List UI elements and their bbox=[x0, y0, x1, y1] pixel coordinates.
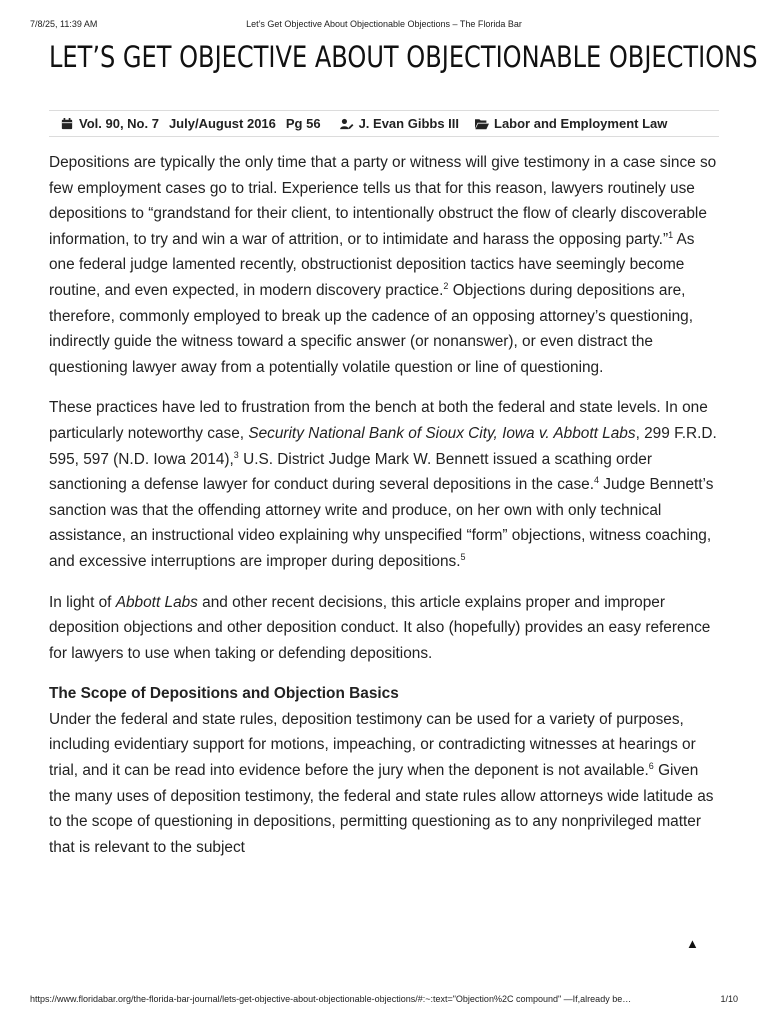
back-to-top-arrow-icon[interactable]: ▲ bbox=[686, 936, 699, 951]
paragraph: Depositions are typically the only time that a party or witness will give testimony in a case since so few employment cases go to trial. Experience tells us that for this reason, lawyers routinely use depositions to “grandstand for their client, to intentionally obstruct the flow of clearly discoverable information, to try and win a war of attrition, or to intimidate and harass the opposing party.”$^1$ As one federal judge lamented recently, obstructionist deposition tactics have seemingly become routine, and even expected, in modern discovery practice.$^2$ Objections during depositions are, therefore, commonly employed to break up the cadence of an opposing attorney’s questioning, indirectly guide the witness toward a specific answer (or nonanswer), or even distract the questioning lawyer away from a potentially volatile question or line of questioning. bbox=[49, 154, 717, 376]
case-citation-short: Abbott Labs bbox=[115, 593, 198, 611]
calendar-icon bbox=[60, 118, 74, 130]
issue-volume: Vol. 90, No. 7 bbox=[79, 116, 159, 131]
case-citation: Security National Bank of Sioux City, Iowa v. Abbott Labs bbox=[248, 424, 636, 442]
print-page-number: 1/10 bbox=[720, 994, 738, 1004]
category-link[interactable] bbox=[475, 116, 667, 131]
issue-page: Pg 56 bbox=[285, 116, 321, 131]
paragraph: Under the federal and state rules, deposition testimony can be used for a variety of purposes, including evidentiary support for motions, impeaching, or contradicting witnesses at hearings or trial, and it can be read into evidence before the jury when the deponent is not available.$^6$ Given the many uses of deposition testimony, the federal and state rules allow attorneys wide latitude as to the scope of questioning in depositions, permitting questioning as to any nonprivileged matter that is relevant to the subject bbox=[49, 710, 714, 856]
issue-date: July/August 2016 bbox=[168, 116, 276, 131]
article-body bbox=[49, 150, 721, 875]
article-meta-bar bbox=[49, 110, 719, 137]
user-edit-icon bbox=[340, 118, 354, 130]
print-page-title: Let’s Get Objective About Objectionable Objections – The Florida Bar bbox=[246, 19, 522, 29]
section-heading: The Scope of Depositions and Objection Basics bbox=[49, 685, 399, 703]
article-title: LET’S GET OBJECTIVE ABOUT OBJECTIONABLE OBJECTIONS bbox=[49, 40, 758, 74]
print-footer bbox=[30, 994, 738, 1008]
author-name: J. Evan Gibbs III bbox=[358, 116, 459, 131]
paragraph: These practices have led to frustration from the bench at both the federal and state levels. In one particularly noteworthy case, Security National Bank of Sioux City, Iowa v. Abbott Labs, 299 F.R.D. 595, 597 (N.D. Iowa 2014),$^3$ U.S. District Judge Mark W. Bennett issued a scathing order sanctioning a defense lawyer for conduct during several depositions in the case.$^4$ Judge Bennett’s sanction was that the offending attorney write and produce, on her own with only technical assistance, an instructional video explaining why unspecified “form” objections, witness coaching, and excessive interruptions are improper during depositions.$^5$ bbox=[49, 399, 717, 570]
footnote-link-6[interactable]: 6 bbox=[648, 760, 654, 771]
footnote-link-4[interactable]: 4 bbox=[594, 475, 600, 485]
print-url: https://www.floridabar.org/the-florida-bar-journal/lets-get-objective-about-objectionable-objections/#:~:text="Objection%2C compound" —If,already be… bbox=[30, 994, 632, 1004]
footnote-link-2[interactable]: 2 bbox=[443, 280, 449, 291]
paragraph: In light of Abbott Labs and other recent decisions, this article explains proper and improper deposition objections and other deposition conduct. It also (hopefully) provides an easy reference for lawyers to use when taking or defending depositions. bbox=[49, 593, 711, 662]
category-name: Labor and Employment Law bbox=[494, 116, 668, 131]
footnote-link-1[interactable]: 1 bbox=[668, 229, 674, 240]
issue-info bbox=[60, 116, 321, 131]
print-datetime: 7/8/25, 11:39 AM bbox=[30, 19, 98, 29]
folder-open-icon bbox=[475, 118, 489, 130]
author-link[interactable] bbox=[340, 116, 459, 131]
footnote-link-5[interactable]: 5 bbox=[460, 551, 466, 562]
footnote-link-3[interactable]: 3 bbox=[233, 449, 239, 460]
print-header bbox=[30, 19, 738, 33]
